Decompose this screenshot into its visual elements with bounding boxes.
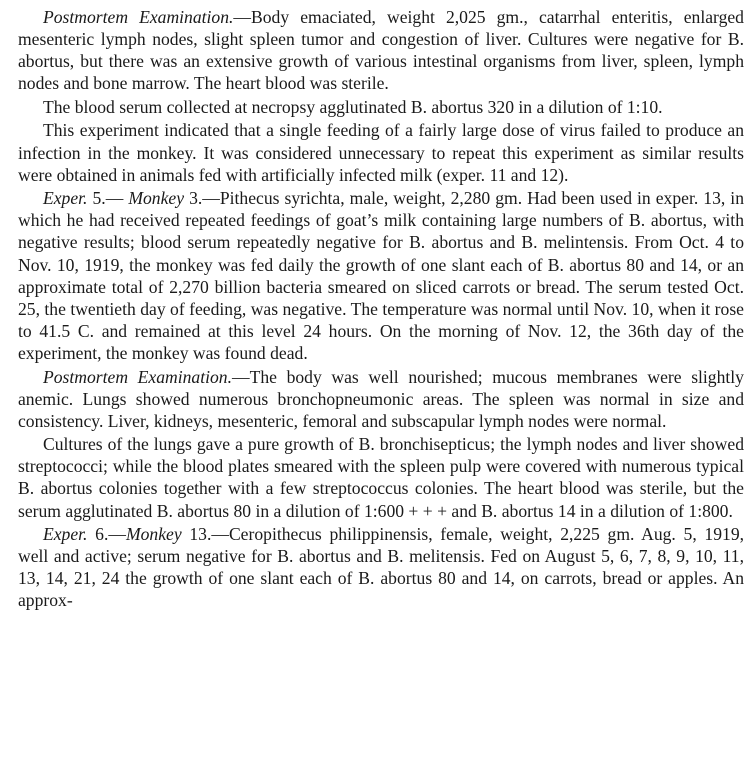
paragraph-text: This experiment indicated that a single feeding of a fairly large dose of virus failed to produce an infection in the monkey. It was considered unnecessary to repeat this experiment as similar results were obtained in animals fed with artificially infected milk (exper. 11 and 12). <box>18 120 744 185</box>
paragraph-subheading: Monkey <box>125 524 182 545</box>
paragraph-cultures <box>18 433 744 521</box>
paragraph-exper-6 <box>18 523 744 611</box>
paragraph-text: 13.—Ceropithecus philippinensis, female, weight, 2,225 gm. Aug. 5, 1919, well and active; serum negative for B. abortus and B. melitensis. Fed on August 5, 6, 7, 8, 9, 10, 11, 13, 14, 21, 24 the growth of one slant each of B. abortus 80 and 14, on carrots, bread or apples. An approx- <box>18 524 745 611</box>
paragraph-exper-5 <box>18 187 744 364</box>
paragraph-heading: Postmortem Examination. <box>43 7 234 27</box>
paragraph-text: 3.—Pithecus syrichta, male, weight, 2,280 gm. Had been used in exper. 13, in which he had received repeated feedings of goat’s milk containing large numbers of B. abortus, with negative results; blood serum repeatedly negative for B. abortus and B. melintensis. From Oct. 4 to Nov. 10, 1919, the monkey was fed daily the growth of one slant each of B. abortus 80 and 14, or an approximate total of 2,270 billion bacteria smeared on sliced carrots or bread. The serum tested Oct. 25, the twentieth day of feeding, was negative. The temperature was normal until Nov. 10, when it rose to 41.5 C. and remained at this level 24 hours. On the morning of Nov. 12, the 36th day of the experiment, the monkey was found dead. <box>18 188 744 363</box>
paragraph-postmortem-1 <box>18 6 744 94</box>
paragraph-text: —Body emaciated, weight 2,025 gm., catarrhal enteritis, enlarged mesenteric lymph nodes, slight spleen tumor and congestion of liver. Cultures were negative for B. abortus, but there was an extensive growth of various intestinal organisms from liver, spleen, lymph nodes and bone marrow. The heart blood was sterile. <box>18 7 744 94</box>
paragraph-text: The blood serum collected at necropsy agglutinated B. abortus 320 in a dilution of 1:10. <box>43 96 663 117</box>
paragraph-text: Cultures of the lungs gave a pure growth of B. bronchisepticus; the lymph nodes and liver showed streptococci; while the blood plates smeared with the spleen pulp were covered with numerous typical B. abortus colonies together with a few streptococcus colonies. The heart blood was sterile, but the serum agglutinated B. abortus 80 in a dilution of 1:600 + + + and B. abortus 14 in a dilution of 1:800. <box>18 434 744 521</box>
paragraph-text: —The body was well nourished; mucous membranes were slightly anemic. Lungs showed numerous bronchopneumonic areas. The spleen was normal in size and consistency. Liver, kidneys, mesenteric, femoral and subscapular lymph nodes were normal. <box>18 366 744 431</box>
paragraph-heading: Exper. <box>43 524 88 545</box>
paragraph-subheading: Monkey <box>128 188 185 209</box>
paragraph-postmortem-2 <box>18 366 744 432</box>
paragraph-heading: Postmortem Examination. <box>43 366 232 387</box>
paragraph-heading-number: 6.— <box>87 524 126 545</box>
paragraph-heading-number: 5.— <box>87 188 129 209</box>
paragraph-heading: Exper. <box>43 188 88 209</box>
paragraph-serum-result <box>18 96 744 118</box>
paragraph-conclusion <box>18 119 744 185</box>
